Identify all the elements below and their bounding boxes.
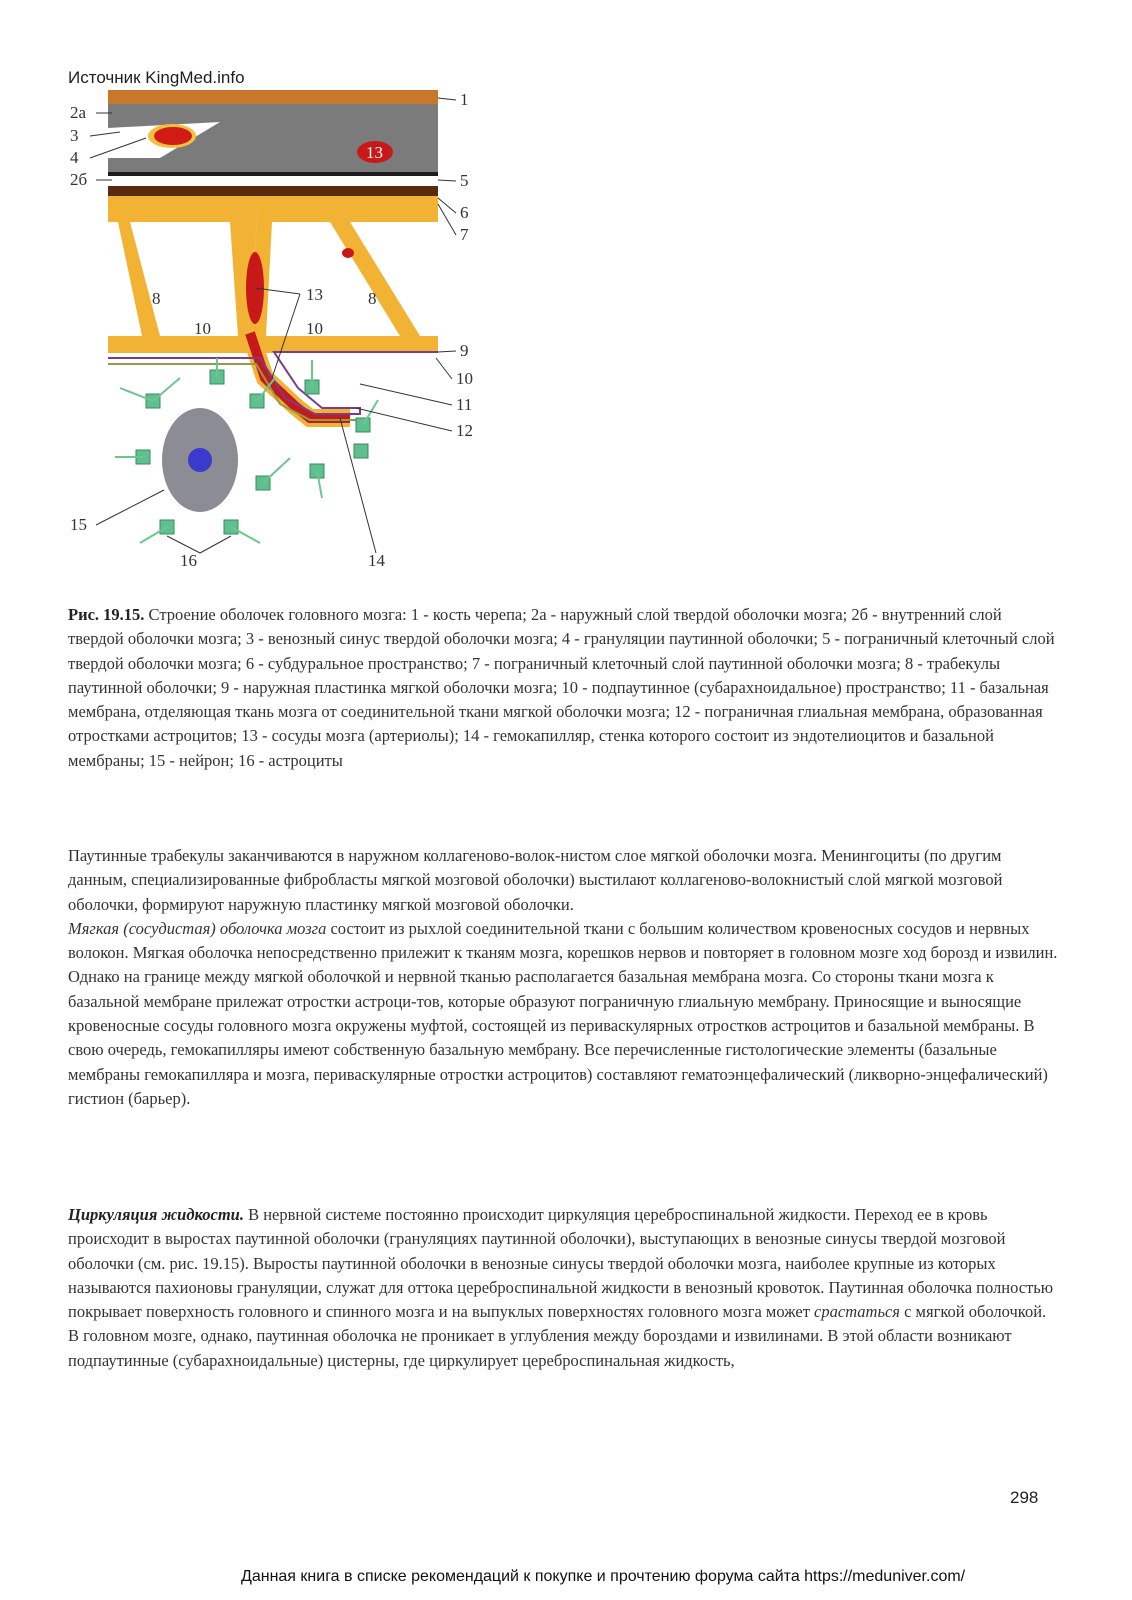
- source-header: Источник KingMed.info: [68, 68, 245, 87]
- label-3: 3: [70, 126, 79, 145]
- label-12: 12: [456, 421, 473, 440]
- paragraph-1-text-2: состоит из рыхлой соединительной ткани с большим количеством кровеносных сосудов и нервных волокон. Мягкая оболочка непосредственно прилежит к тканям мозга, корешков нервов и повторяет в головном мозге ход борозд и извилин. Однако на границе между мягкой оболочкой и нервной тканью располагается базальная мембрана мозга. Со стороны ткани мозга к базальной мембране прилежат отростки астроци-тов, которые образуют пограничную глиальную мембрану. Приносящие и выносящие кровеносные сосуды головного мозга окружены муфтой, состоящей из периваскулярных отростков астроцитов и базальной мембраны. В свою очередь, гемокапилляры имеют собственную базальную мембрану. Все перечисленные гистологические элементы (базальные мембраны гемокапилляра и мозга, периваскулярные отростки астроцитов) составляют гематоэнцефалический (ликворно-энцефалический) гистион (барьер).: [68, 918, 1058, 1108]
- caption-text: Строение оболочек головного мозга: 1 - кость черепа; 2а - наружный слой твердой оболочки мозга; 2б - внутренний слой твердой оболочки мозга; 3 - венозный синус твердой оболочки мозга; 4 - грануляции паутинной оболочки; 5 - пограничный клеточный слой твердой оболочки мозга; 6 - субдуральное пространство; 7 - пограничный клеточный слой паутинной оболочки мозга; 8 - трабекулы паутинной оболочки; 9 - наружная пластинка мягкой оболочки мозга; 10 - подпаутинное (субарахноидальное) пространство; 11 - базальная мембрана, отделяющая ткань мозга от соединительной ткани мягкой оболочки мозга; 12 - пограничная глиальная мембрана, образованная отростками астроцитов; 13 - сосуды мозга (артериолы); 14 - гемокапилляр, стенка которого состоит из эндотелиоцитов и базальной мембраны; 15 - нейрон; 16 - астроциты: [68, 605, 1055, 770]
- label-2a: 2а: [70, 103, 87, 122]
- label-1: 1: [460, 90, 469, 109]
- label-7: 7: [460, 225, 469, 244]
- label-8-left: 8: [152, 289, 161, 308]
- caption-label: Рис. 19.15.: [68, 605, 145, 624]
- paragraph-2-text-2: с мягкой оболочкой. В головном мозге, однако, паутинная оболочка не проникает в углубления между бороздами и извилинами. В этой области возникают подпаутинные (субарахноидальные) цистерны, где циркулирует цереброспинальная жидкость,: [68, 1302, 1047, 1370]
- paragraph-2-italic: срастаться: [814, 1302, 900, 1322]
- arachnoid-border-layer: [108, 186, 438, 196]
- label-5: 5: [460, 171, 469, 190]
- sinus-blood: [154, 127, 192, 145]
- label-16: 16: [180, 551, 197, 570]
- label-10-right: 10: [306, 319, 323, 338]
- page-number: 298: [1010, 1488, 1039, 1507]
- label-9: 9: [460, 341, 469, 360]
- figure-caption: [68, 603, 1058, 773]
- label-10-left: 10: [194, 319, 211, 338]
- label-4: 4: [70, 148, 79, 167]
- neuron-nucleus: [188, 448, 212, 472]
- paragraph-1-text: Паутинные трабекулы заканчиваются в наружном коллагеново-волок-нистом слое мягкой оболочки мозга. Менингоциты (по другим данным, специализированные фибробласты мягкой мозговой оболочки) выстилают коллагеново-волокнистый слой мягкой мозговой оболочки, формируют наружную пластинку мягкой мозговой оболочки.: [68, 846, 1003, 914]
- paragraph-2-text: В нервной системе постоянно происходит циркуляция цереброспинальной жидкости. Переход ее в кровь происходит в выростах паутинной оболочки (грануляциях паутинной оболочки), выступающих в венозные синусы твердой мозговой оболочки (см. рис. 19.15). Выросты паутинной оболочки в венозные синусы твердой оболочки мозга, наиболее крупные из которых называются пахионовы грануляции, служат для оттока цереброспинальной жидкости в венозный кровоток. Паутинная оболочка полностью покрывает поверхность головного и спинного мозга и на выпуклых поверхностях головного мозга может: [68, 1205, 1054, 1322]
- paragraph-1-italic: Мягкая (сосудистая) оболочка мозга: [68, 918, 327, 938]
- footer-link-text[interactable]: Данная книга в списке рекомендаций к покупке и прочтению форума сайта https://meduniver.com/: [241, 1568, 966, 1585]
- label-10: 10: [456, 369, 473, 388]
- meninges-figure: [60, 88, 500, 588]
- label-2b: 2б: [70, 170, 88, 189]
- label-13: 13: [306, 285, 323, 304]
- skull-bone: [108, 90, 438, 104]
- label-8-right: 8: [368, 289, 377, 308]
- label-11: 11: [456, 395, 473, 414]
- paragraph-2: [68, 1203, 1058, 1373]
- label-6: 6: [460, 203, 469, 222]
- label-13-top: 13: [366, 143, 383, 162]
- dura-border-layer: [108, 172, 438, 176]
- paragraph-1: [68, 844, 1058, 1111]
- label-15: 15: [70, 515, 87, 534]
- paragraph-2-runin: Циркуляция жидкости.: [68, 1205, 244, 1224]
- label-14: 14: [368, 551, 385, 570]
